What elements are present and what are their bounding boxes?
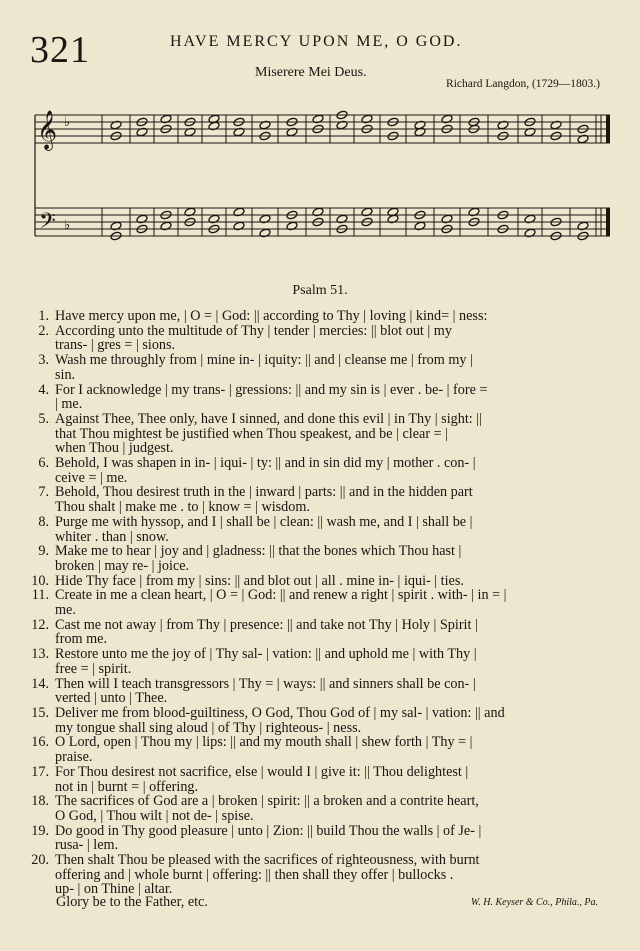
verse [30,588,620,617]
verse [30,412,620,456]
verse-line: rusa- | lem. [55,837,119,854]
bass-clef-icon: 𝄢 [39,209,56,238]
verse-line: when Thou | judgest. [55,440,174,457]
verse-number: 10. [31,572,49,589]
verse-number: 17. [31,763,49,780]
verse-number: 1. [38,308,49,324]
verse-line: For I acknowledge | my trans- | gressions: || and my sin is | ever . be- | fore = [55,381,488,398]
verse-line: Create in me a clean heart, | O = | God: || and renew a right | spirit . with- | in = | [55,587,507,604]
verse-number: 7. [38,484,49,501]
verse [30,706,620,735]
hymn-title: HAVE MERCY UPON ME, O GOD. [170,33,463,50]
verse-number: 6. [38,455,49,472]
verse-line: | me. [55,396,83,413]
verse-line: Deliver me from blood-guiltiness, O God, Thou God of | my sal- | vation: || and [55,704,505,721]
verse-number: 12. [31,616,49,633]
verse-line: Cast me not away | from Thy | presence: || and take not Thy | Holy | Spirit | [55,616,478,633]
verse-line: me. [55,602,76,619]
verse-line: trans- | gres = | sions. [55,337,176,354]
verse-line: my tongue shall sing aloud | of Thy | righteous- | ness. [55,719,362,736]
verse-line: Purge me with hyssop, and I | shall be | clean: || wash me, and I | shall be | [55,513,473,530]
treble-clef-icon: 𝄞 [37,112,58,149]
verse-line: offering and | whole burnt | offering: || then shall they offer | bullocks . [55,866,454,883]
verse-line: O God, | Thou wilt | not de- | spise. [55,807,254,824]
verse-line: Do good in Thy good pleasure | unto | Zion: || build Thou the walls | of Je- | [55,822,482,839]
verse-line: The sacrifices of God are a | broken | spirit: || a broken and a contrite heart, [55,793,479,810]
verse-line: whiter . than | snow. [55,528,169,545]
verse-line: Hide Thy face | from my | sins: || and blot out | all . mine in- | iqui- | ties. [55,572,464,589]
verse-number: 14. [31,675,49,692]
verse [30,765,620,794]
verse-number: 2. [38,322,49,339]
verse-number: 8. [38,513,49,530]
verse-line: ceive = | me. [55,469,128,486]
verse [30,824,620,853]
verse-number: 15. [31,704,49,721]
verse [30,794,620,823]
verse-line: For Thou desirest not sacrifice, else | would I | give it: || Thou delightest | [55,763,469,780]
barlines [102,115,596,236]
verse-line: Restore unto me the joy of | Thy sal- | vation: || and uphold me | with Thy | [55,646,477,663]
verse-line: from me. [55,631,108,648]
gloria-line: Glory be to the Father, etc. [56,894,208,910]
verse [30,574,620,589]
verse-number: 18. [31,793,49,810]
verse-line: not in | burnt = | offering. [55,778,199,795]
verse-line: Make me to hear | joy and | gladness: || that the bones which Thou hast | [55,543,462,560]
verse-number: 9. [38,543,49,560]
verse [30,456,620,485]
verse [30,485,620,514]
key-flat-icon: ♭ [64,217,71,232]
verse-number: 19. [31,822,49,839]
verse-line: broken | may re- | joice. [55,557,190,574]
hymn-subtitle: Miserere Mei Deus. [255,65,367,80]
composer-credit: Richard Langdon, (1729—1803.) [446,78,600,90]
verse [30,309,620,324]
verse-line: verted | unto | Thee. [55,690,168,707]
verse-line: Behold, I was shapen in in- | iqui- | ty: || and in sin did my | mother . con- | [55,455,476,472]
verse-number: 3. [38,352,49,369]
verse-number: 11. [31,587,49,604]
verse-line: Thou shalt | make me . to | know = | wisdom. [55,499,310,516]
verse [30,618,620,647]
verse-line: Wash me throughly from | mine in- | iquity: || and | cleanse me | from my | [55,352,473,369]
verse-line: free = | spirit. [55,660,132,677]
verse [30,853,620,897]
verse-line: Have mercy upon me, | O = | God: || according to Thy | loving | kind= | ness: [55,308,488,324]
verse-line: Then shalt Thou be pleased with the sacrifices of righteousness, with burnt [55,852,480,869]
psalm-heading: Psalm 51. [292,283,348,298]
verse-line: Behold, Thou desirest truth in the | inward | parts: || and in the hidden part [55,484,473,501]
verse [30,324,620,353]
verse-line: up- | on Thine | altar. [55,881,173,898]
verse-list [30,309,620,897]
verse-line: O Lord, open | Thou my | lips: || and my mouth shall | shew forth | Thy = | [55,734,473,751]
verse [30,677,620,706]
verse-number: 4. [38,381,49,398]
verse-line: According unto the multitude of Thy | tender | mercies: || blot out | my [55,322,452,339]
verse-line: sin. [55,366,76,383]
verse-number: 20. [31,852,49,869]
verse-line: praise. [55,749,93,766]
verse [30,544,620,573]
music-score [30,95,615,260]
final-barline [601,115,610,236]
publisher-imprint: W. H. Keyser & Co., Phila., Pa. [470,897,598,908]
verse [30,735,620,764]
verse-line: Then will I teach transgressors | Thy = | ways: || and sinners shall be con- | [55,675,476,692]
verse [30,383,620,412]
verse-line: that Thou mightest be justified when Thou speakest, and be | clear = | [55,425,448,442]
hymn-number: 321 [30,29,90,71]
verse-number: 5. [38,410,49,427]
verse-number: 16. [31,734,49,751]
verse [30,353,620,382]
verse [30,515,620,544]
verse-number: 13. [31,646,49,663]
key-flat-icon: ♭ [64,114,71,129]
verse [30,647,620,676]
verse-line: Against Thee, Thee only, have I sinned, and done this evil | in Thy | sight: || [55,410,482,427]
